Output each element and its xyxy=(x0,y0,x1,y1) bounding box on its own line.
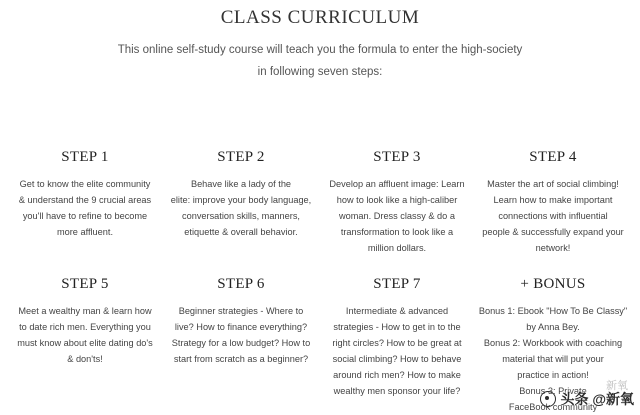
step-description-line: network! xyxy=(535,243,571,253)
step-description-line: Learn how to make important xyxy=(493,195,613,205)
step-description-line: must know about elite dating do's xyxy=(17,338,153,348)
step-block-5 xyxy=(10,276,160,367)
step-description-line: & understand the 9 crucial areas xyxy=(18,195,152,205)
step-description-line: how to look like a high-caliber xyxy=(336,195,458,205)
step-description-line: Behave like a lady of the xyxy=(190,179,292,189)
step-description-line: Master the art of social climbing! xyxy=(487,179,619,189)
step-description-line: Strategy for a low budget? How to xyxy=(171,338,311,348)
step-block-7 xyxy=(322,276,472,399)
step-description-line: etiquette & overall behavior. xyxy=(184,227,298,237)
step-description-line: start from scratch as a beginner? xyxy=(173,354,309,364)
step-block-4 xyxy=(478,149,628,256)
step-description xyxy=(10,176,160,240)
intro-line-2: in following seven steps: xyxy=(257,66,383,78)
step-title: STEP 5 xyxy=(61,276,109,292)
step-description-line: wealthy men sponsor your life? xyxy=(333,386,461,396)
step-description-line: to date rich men. Everything you xyxy=(19,322,151,332)
step-description xyxy=(322,303,472,399)
step-description xyxy=(10,303,160,367)
step-description xyxy=(166,176,316,240)
step-description xyxy=(322,176,472,256)
watermark xyxy=(540,389,634,409)
step-description-line: Meet a wealthy man & learn how xyxy=(18,306,152,316)
step-description-line: around rich men? How to make xyxy=(333,370,461,380)
step-title: STEP 2 xyxy=(217,149,265,165)
step-title: STEP 6 xyxy=(217,276,265,292)
step-description-line: material that will put your xyxy=(502,354,604,364)
step-description-line: live? How to finance everything? xyxy=(174,322,308,332)
step-description-line: practice in action! xyxy=(517,370,589,380)
step-description-line: elite: improve your body language, xyxy=(170,195,312,205)
step-description-line: FaceBook community xyxy=(508,402,598,412)
step-description-line: Get to know the elite community xyxy=(19,179,151,189)
step-description-line: social climbing? How to behave xyxy=(332,354,462,364)
intro-line-1: This online self-study course will teach you the formula to enter the high-society xyxy=(117,44,523,56)
step-description-line: Bonus 2: Workbook with coaching xyxy=(483,338,623,348)
intro-text xyxy=(0,39,640,83)
step-description-line: more affluent. xyxy=(56,227,113,237)
step-description-line: woman. Dress classy & do a xyxy=(339,211,455,221)
step-description-line: & don'ts! xyxy=(67,354,103,364)
step-description-line: conversation skills, manners, xyxy=(182,211,300,221)
step-title: STEP 1 xyxy=(61,149,109,165)
watermark-text: 头条 @新氧 xyxy=(560,391,634,407)
step-description xyxy=(166,303,316,367)
step-block-6 xyxy=(166,276,316,367)
step-description-line: Beginner strategies - Where to xyxy=(178,306,304,316)
step-block-1 xyxy=(10,149,160,240)
step-description-line: million dollars. xyxy=(367,243,427,253)
camera-icon xyxy=(540,391,556,407)
step-description-line: Intermediate & advanced xyxy=(345,306,449,316)
step-description-line: you'll have to refine to become xyxy=(22,211,148,221)
step-block-2 xyxy=(166,149,316,240)
step-description-line: Bonus 1: Ebook "How To Be Classy" xyxy=(478,306,628,316)
step-description-line: by Anna Bey. xyxy=(526,322,580,332)
step-description-line: strategies - How to get in to the xyxy=(333,322,461,332)
watermark-faded-text: 新氧 xyxy=(606,380,628,392)
step-title: STEP 7 xyxy=(373,276,421,292)
step-description xyxy=(478,176,628,256)
step-description-line: people & successfully expand your xyxy=(482,227,624,237)
step-title: STEP 3 xyxy=(373,149,421,165)
step-description-line: Bonus 3: Private xyxy=(519,386,587,396)
step-description-line: connections with influential xyxy=(498,211,608,221)
step-description-line: transformation to look like a xyxy=(340,227,454,237)
step-description-line: Develop an affluent image: Learn xyxy=(329,179,465,189)
step-description-line: right circles? How to be great at xyxy=(332,338,462,348)
step-title: + BONUS xyxy=(520,276,586,292)
page-title: CLASS CURRICULUM xyxy=(220,7,420,28)
step-block-3 xyxy=(322,149,472,256)
step-title: STEP 4 xyxy=(529,149,577,165)
